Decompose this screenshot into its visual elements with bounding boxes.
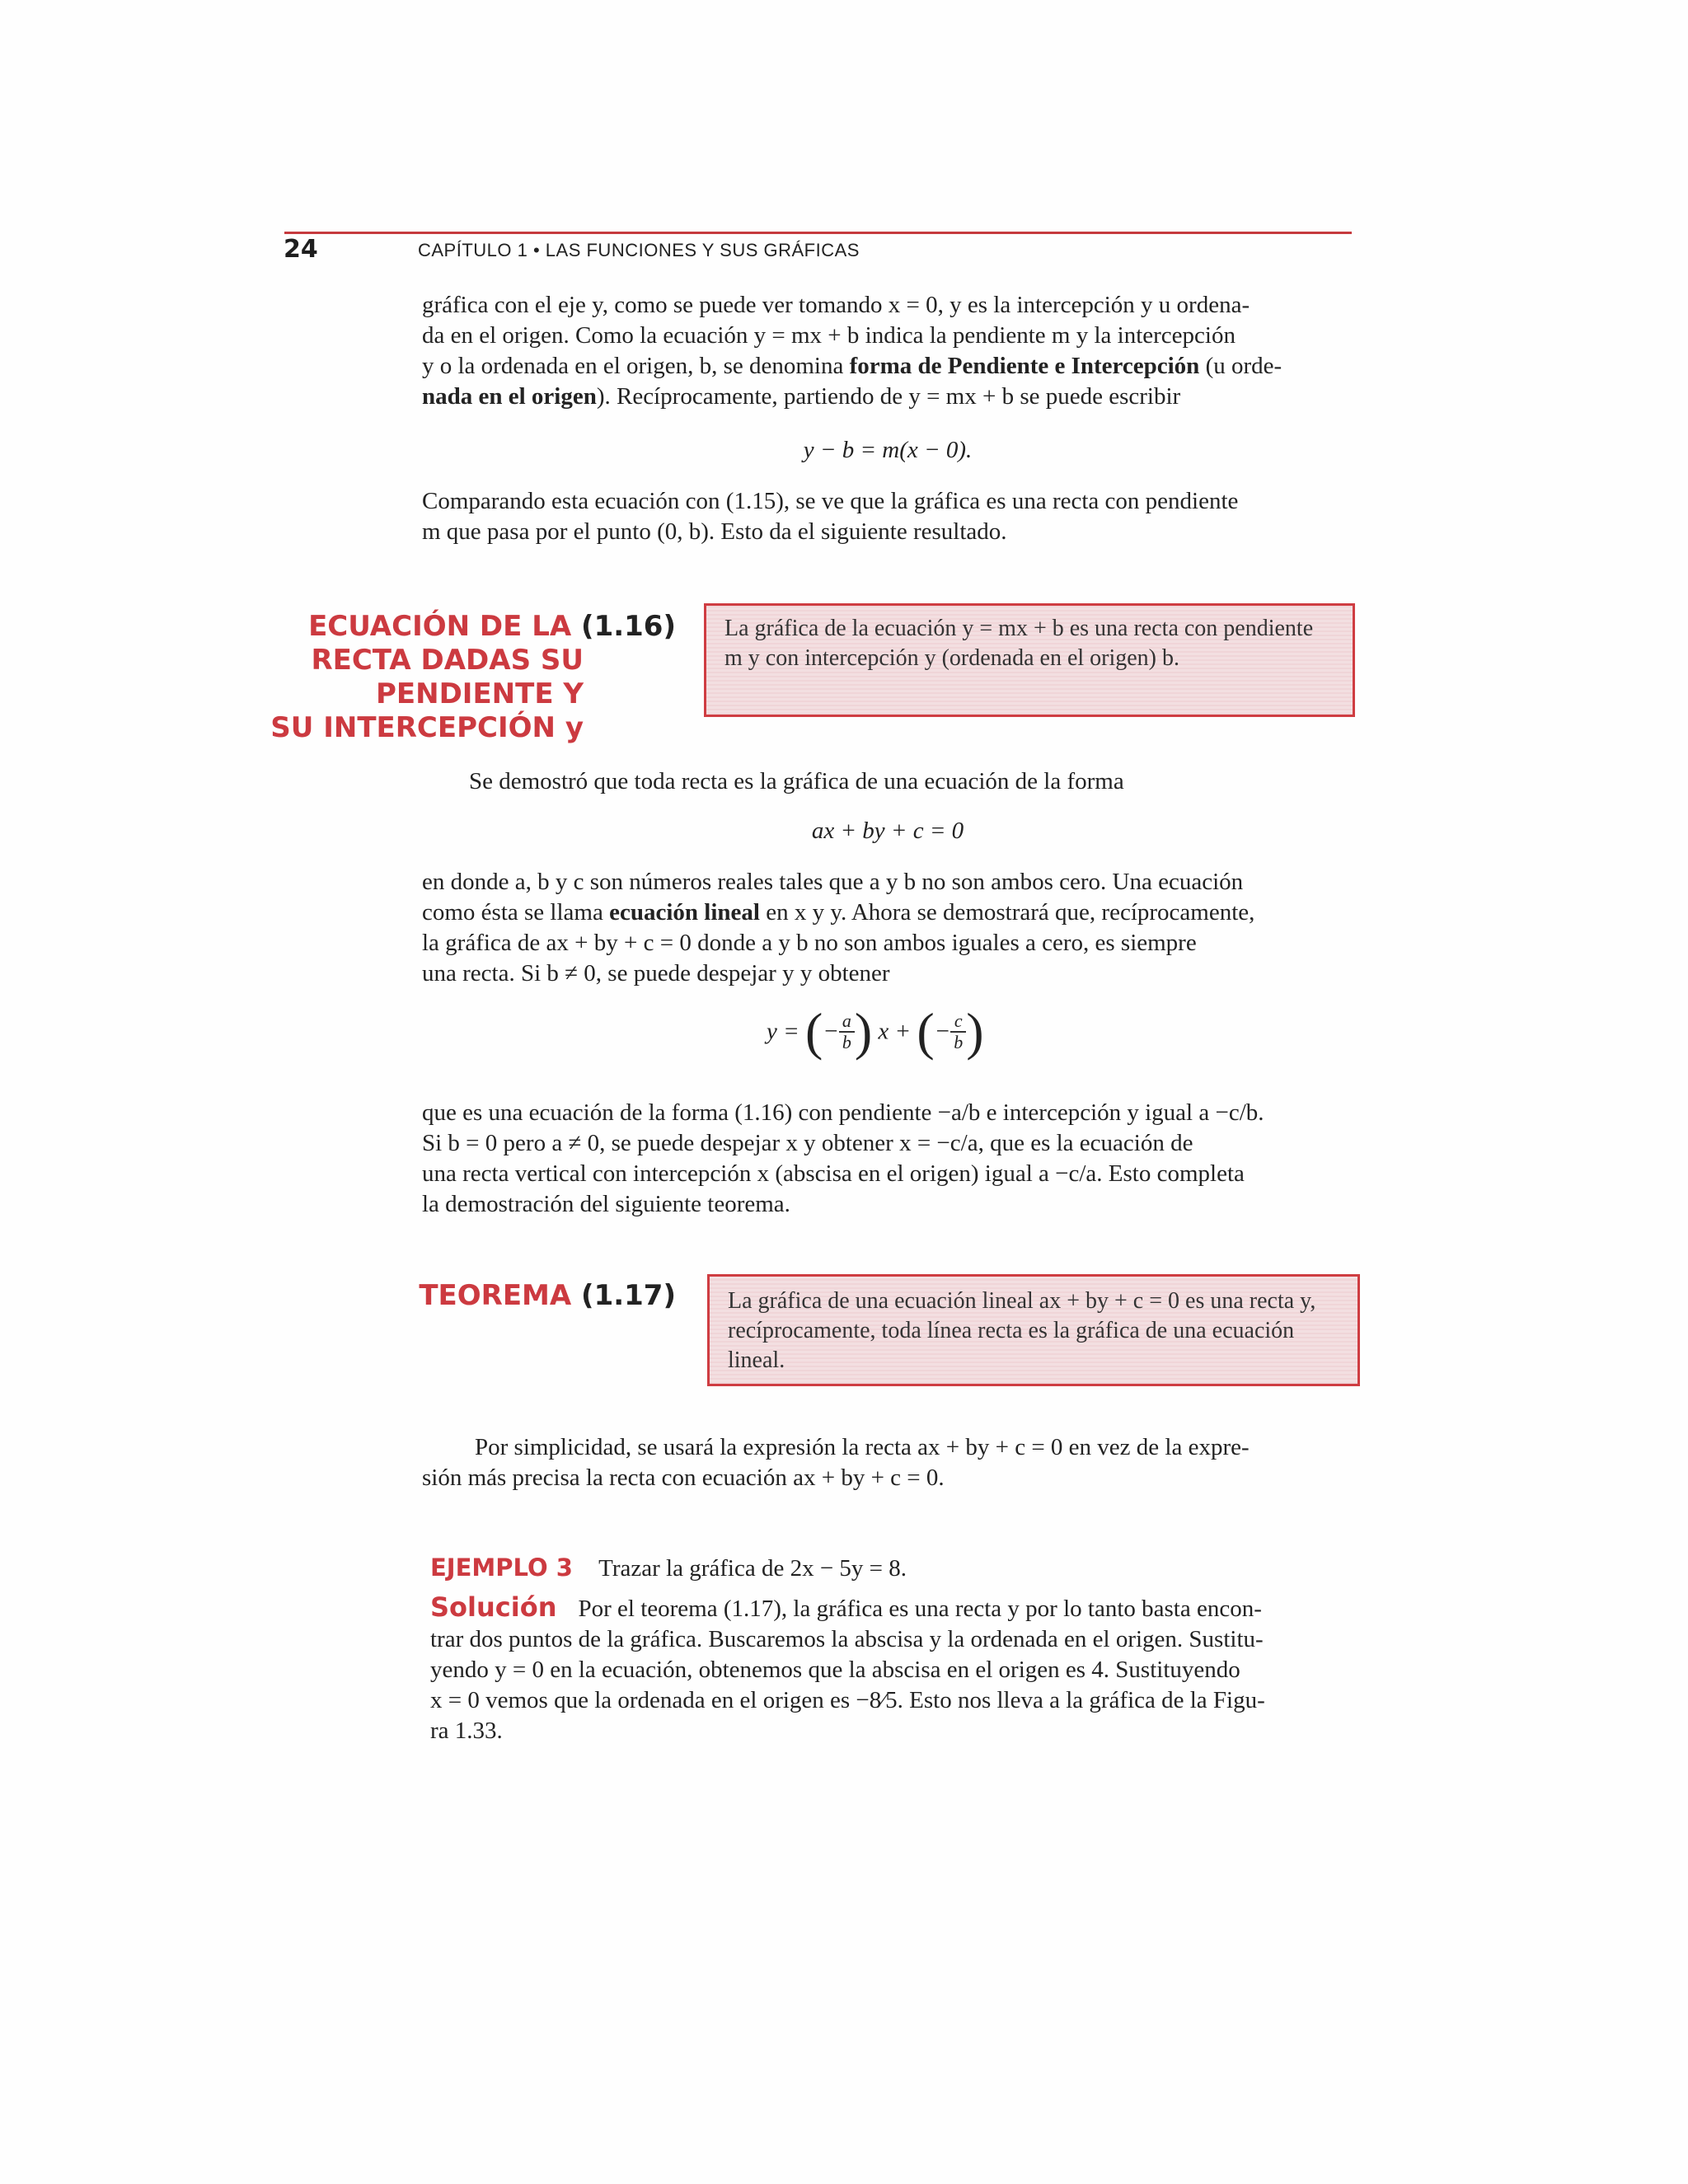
paragraph-proof (422, 1098, 1362, 1220)
example-label: EJEMPLO 3 (430, 1554, 573, 1582)
text-line: da en el origen. Como la ecuación y = mx + b indica la pendiente m y la intercepción (422, 322, 1236, 349)
equation-general-form: ax + by + c = 0 (811, 818, 964, 844)
text-line: que es una ecuación de la forma (1.16) con pendiente −a/b e intercepción y igual a −c/b. (422, 1099, 1264, 1126)
paragraph-linear-equation (422, 867, 1357, 989)
text-line: m que pasa por el punto (0, b). Esto da el siguiente resultado. (422, 518, 1007, 545)
text-line: una recta. Si b ≠ 0, se puede despejar y y obtener (422, 960, 890, 987)
header-rule (284, 232, 1352, 234)
text-line: Por simplicidad, se usará la expresión la recta ax + by + c = 0 en vez de la expre- (475, 1434, 1250, 1460)
fraction-a-over-b: $\frac{a}{b}$ (839, 1011, 855, 1052)
bold-term: forma de Pendiente e Intercepción (849, 353, 1200, 379)
text-line: sión más precisa la recta con ecuación ax + by + c = 0. (422, 1465, 945, 1491)
page-number: 24 (284, 235, 318, 264)
theorem-number: (1.17) (581, 1279, 676, 1312)
theorem-box (707, 1274, 1360, 1386)
definition-heading (247, 610, 676, 745)
heading-line: RECTA DADAS SU (311, 644, 584, 677)
definition-box (704, 603, 1355, 717)
text-line: Solución Por el teorema (1.17), la gráfica es una recta y por lo tanto basta encon- (430, 1591, 1262, 1623)
text-line: la gráfica de ax + by + c = 0 donde a y b no son ambos iguales a cero, es siempre (422, 930, 1197, 956)
text-line: trar dos puntos de la gráfica. Buscaremos la abscisa y la ordenada en el origen. Sustitu- (430, 1626, 1264, 1652)
bold-term: ecuación lineal (609, 899, 760, 926)
text-line: ra 1.33. (430, 1718, 503, 1744)
heading-line: SU INTERCEPCIÓN y (270, 711, 584, 744)
paragraph-comparison (422, 486, 1353, 547)
theorem-text: La gráfica de una ecuación lineal ax + by + c = 0 es una recta y, recíprocamente, toda línea recta es la gráfica de una ecuación lineal. (728, 1288, 1316, 1373)
theorem-title: TEOREMA (419, 1279, 572, 1312)
paragraph-general-form: Se demostró que toda recta es la gráfica de una ecuación de la forma (469, 768, 1124, 794)
text-line: Si b = 0 pero a ≠ 0, se puede despejar x y obtener x = −c/a, que es la ecuación de (422, 1130, 1193, 1156)
heading-line: ECUACIÓN DE LA (308, 610, 572, 643)
definition-number: (1.16) (581, 610, 676, 643)
text-line: yendo y = 0 en la ecuación, obtenemos que la abscisa en el origen es 4. Sustituyendo (430, 1657, 1240, 1683)
definition-text: La gráfica de la ecuación y = mx + b es una recta con pendiente m y con intercepción y (ordenada en el origen) b. (724, 616, 1314, 671)
bold-term: nada en el origen (422, 383, 597, 410)
text-line: nada en el origen). Recíprocamente, partiendo de y = mx + b se puede escribir (422, 383, 1181, 410)
paragraph-simplicity (422, 1432, 1362, 1493)
paragraph-intro (422, 290, 1353, 412)
text-line: la demostración del siguiente teorema. (422, 1191, 790, 1217)
text-line: y o la ordenada en el origen, b, se denomina forma de Pendiente e Intercepción (u orde- (422, 353, 1282, 379)
theorem-heading (247, 1279, 676, 1313)
equation-point-slope: y − b = m(x − 0). (803, 437, 973, 463)
text-line: x = 0 vemos que la ordenada en el origen es −8⁄5. Esto nos lleva a la gráfica de la Figu- (430, 1687, 1265, 1713)
running-header: CAPÍTULO 1 • LAS FUNCIONES Y SUS GRÁFICAS (418, 240, 860, 260)
fraction-c-over-b: $\frac{c}{b}$ (950, 1011, 966, 1052)
solution-label: Solución (430, 1591, 557, 1623)
text-line: como ésta se llama ecuación lineal en x y y. Ahora se demostrará que, recíprocamente, (422, 899, 1255, 926)
text-line: una recta vertical con intercepción x (abscisa en el origen) igual a −c/a. Esto completa (422, 1160, 1245, 1187)
text-line: Comparando esta ecuación con (1.15), se ve que la gráfica es una recta con pendiente (422, 488, 1239, 514)
example-text: Trazar la gráfica de 2x − 5y = 8. (598, 1555, 907, 1582)
solution-paragraph (430, 1592, 1362, 1746)
text-line: en donde a, b y c son números reales tales que a y b no son ambos cero. Una ecuación (422, 869, 1244, 895)
equation-solved-for-y: y = (− $\frac{a}{b}$ ) x + (− $\frac{c}{b}$ ) (767, 1002, 984, 1061)
text-line: gráfica con el eje y, como se puede ver tomando x = 0, y es la intercepción y u ordena- (422, 292, 1250, 318)
example-statement (430, 1553, 1362, 1584)
heading-line: PENDIENTE Y (375, 677, 584, 710)
